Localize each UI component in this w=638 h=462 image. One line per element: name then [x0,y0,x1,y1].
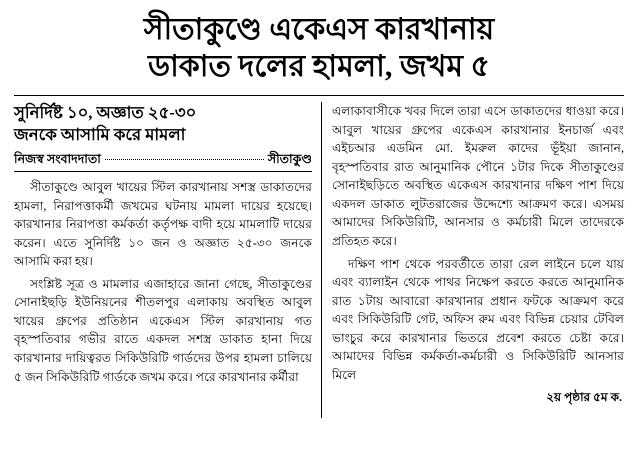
byline-author: নিজস্ব সংবাদদাতা [14,152,101,167]
byline-place: সীতাকুণ্ড [267,152,312,167]
right-paragraph-2: দক্ষিণ পাশ থেকে পরবর্তীতে তারা রেল লাইনে চলে যায় এবং ব্যালাইন থেকে পাথর নিক্ষেপ করতে করতে আনুমানিক রাত ১টায় আবারো কারখানার প্রধান ফটকে আক্রমণ করে এবং সিকিউরিটি গেট, অফিস রুম এবং বিভিন্ন চেয়ার টেবিল ভাংচুর করে কারখানার ভিতরে প্রবেশ করতে চেষ্টা করে। আমাদের বিভিন্ন কর্মকর্তা-কর্মচারী ও সিকিউরিটি আনসার মিলে [332,256,624,382]
right-column [322,102,624,418]
left-paragraph-2: সংশ্লিষ্ট সূত্র ও মামলার এজাহারে জানা গেছে, সীতাকুণ্ডের সোনাইছড়ি ইউনিয়নের শীতলপুর এলাকায় অবস্থিত আবুল খায়ের গ্রুপের প্রতিষ্ঠান একেএস স্টিল কারখানায় গত বৃহস্পতিবার গভীর রাতে একদল সশস্ত্র ডাকাত হানা দিয়ে কারখানার দায়িত্বরত সিকিউরিটি গার্ডদের উপর হামলা চালিয়ে ৫ জন সিকিউরিটি গার্ডকে জখম করে। পরে কারখানার কর্মীরা [14,276,312,384]
page-title [14,10,624,91]
left-paragraph-1: সীতাকুণ্ডে আবুল খায়ের স্টিল কারখানায় সশস্ত্র ডাকাতদের হামলা, নিরাপত্তাকর্মী জখমের ঘটনায় মামলা দায়ের হয়েছে। কারখানার নিরাপত্তা কর্মকর্তা কর্তৃপক্ষ বাদী হয়ে মামলাটি দায়ের করেন। এতে সুনির্দিষ্ট ১০ জন ও অজ্ঞাত ২৫-৩০ জনকে আসামি করা হয়। [14,180,312,269]
article-body [14,102,624,418]
byline [14,150,312,172]
headline-line-2: ডাকাত দলের হামলা, জখম ৫ [148,49,490,83]
right-paragraph-1: এলাকাবাসীকে খবর দিলে তারা এসে ডাকাতদের ধাওয়া করে। আবুল খায়ের গ্রুপের একেএস কারখানার ইনচার্জ এবং এইচআর এডমিন মো. ইমরুল কাদের ভূঁইয়া জানান, বৃহস্পতিবার রাত আনুমানিক পৌনে ১টার দিকে সীতাকুণ্ডের সোনাইছড়িতে অবস্থিত একেএস কারখানার দক্ষিণ পাশ দিয়ে একদল ডাকাত লুটতরাজের উদ্দেশ্যে আক্রমণ করে। এসময় আমাদের সিকিউরিটি, আনসার ও কর্মচারী মিলে তাদেরকে প্রতিহত করে। [332,104,624,249]
subheadline [14,102,312,145]
subheadline-line-2: জনকে আসামি করে মামলা [14,124,186,144]
left-column [14,102,322,418]
subheadline-line-1: সুনির্দিষ্ট ১০, অজ্ঞাত ২৫-৩০ [14,103,197,123]
jump-note: ২য় পৃষ্ঠার ৫ম ক. [546,390,622,405]
headline-divider [14,95,624,96]
byline-dot-leader [105,159,264,160]
headline-line-1: সীতাকুণ্ডে একেএস কারখানায় [143,13,495,46]
